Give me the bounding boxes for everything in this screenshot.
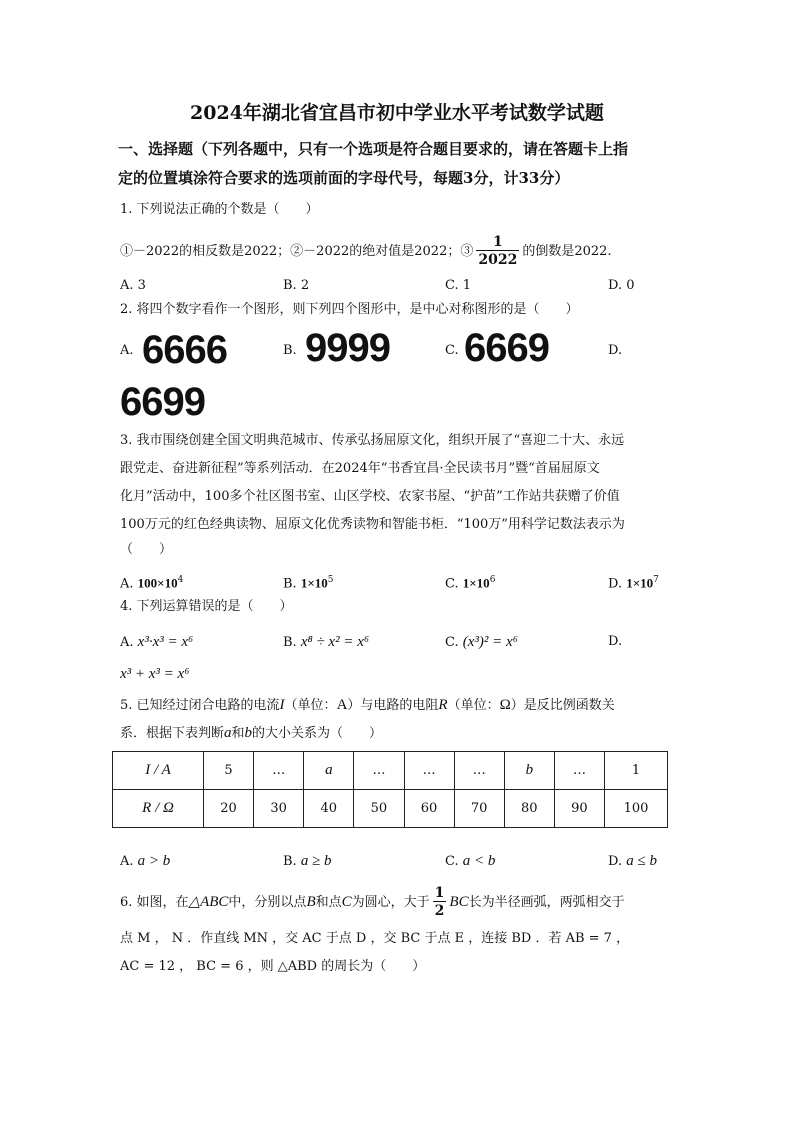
q3-line-3: 化月”活动中，100多个社区图书室、山区学校、农家书屋、“护苗”工作站共获赠了价值 xyxy=(120,489,620,504)
q3-option-d[interactable] xyxy=(608,570,659,594)
q6-point-b: B xyxy=(306,894,316,910)
q5-data-table xyxy=(112,751,668,828)
table-cell: I / A xyxy=(113,752,204,790)
q5-line-1-c: ）与电路的电阻 xyxy=(347,698,439,713)
q3-option-d-base: 1×10 xyxy=(626,575,654,591)
q5-option-c[interactable] xyxy=(445,851,495,872)
q2-option-a-label[interactable]: A. xyxy=(120,343,134,358)
q6-line-3: AC = 12 ， BC = 6 ，则 △ABD 的周长为（ ） xyxy=(120,959,426,974)
q5-option-a[interactable] xyxy=(120,851,170,872)
q6-half-fraction xyxy=(433,885,447,920)
q3-option-a-base: 100×10 xyxy=(137,575,178,591)
q3-option-c-base: 1×10 xyxy=(462,575,490,591)
q5-line-1-b: （单位： xyxy=(284,698,337,713)
table-row xyxy=(113,752,668,790)
q4-option-c-expr: (x³)² = x⁶ xyxy=(462,634,518,650)
table-cell: 60 xyxy=(404,790,454,828)
q6-line-1-e: 长为半径画弧，两弧相交于 xyxy=(468,895,625,910)
table-cell: 5 xyxy=(204,752,254,790)
q5-option-d[interactable] xyxy=(608,851,657,872)
q6-half-denominator: 2 xyxy=(434,903,445,919)
table-row xyxy=(113,790,668,828)
q3-option-c-exponent: 6 xyxy=(489,575,496,585)
q3-option-d-exponent: 7 xyxy=(653,575,659,585)
table-cell: … xyxy=(454,752,504,790)
q1-statements-part-a: ①－2022的相反数是2022；②－2022的绝对值是2022；③ xyxy=(120,244,474,259)
q3-option-b-label: B. xyxy=(283,576,297,592)
q3-option-b-base: 1×10 xyxy=(300,575,328,591)
q3-option-c-label: C. xyxy=(445,576,459,592)
table-cell: 40 xyxy=(304,790,354,828)
q4-option-a[interactable] xyxy=(120,632,193,653)
q6-line-1-c: 和点 xyxy=(315,895,342,910)
table-cell: 70 xyxy=(454,790,504,828)
q5-line-2-c: 的大小关系为（ ） xyxy=(252,726,383,741)
q5-unit-ampere: A xyxy=(336,697,348,713)
q6-line-1-b: 中，分别以点 xyxy=(228,895,307,910)
section-heading-line-2: 定的位置填涂符合要求的选项前面的字母代号，每题3分，计33分） xyxy=(118,169,570,187)
table-cell: 50 xyxy=(354,790,404,828)
q5-var-b: b xyxy=(244,725,253,741)
q2-option-b-label[interactable]: B. xyxy=(283,343,297,358)
q1-stem: 1. 下列说法正确的个数是（ ） xyxy=(120,202,319,217)
q3-option-c[interactable] xyxy=(445,570,495,594)
q5-line-1-e: ）是反比例函数关 xyxy=(510,698,615,713)
q1-statements-part-b: 的倒数是2022. xyxy=(522,244,612,259)
q6-triangle-abc: △ABC xyxy=(188,894,229,910)
q5-unit-ohm: Ω xyxy=(499,697,511,713)
q4-option-b-expr: x⁸ ÷ x² = x⁶ xyxy=(300,634,370,650)
q2-stem: 2. 将四个数字看作一个图形，则下列四个图形中，是中心对称图形的是（ ） xyxy=(120,302,579,317)
q1-option-a[interactable]: A. 3 xyxy=(120,278,146,293)
q1-statements xyxy=(120,232,612,272)
q4-option-a-label: A. xyxy=(120,635,134,650)
q5-option-b[interactable] xyxy=(283,851,332,872)
page-title: 2024年湖北省宜昌市初中学业水平考试数学试题 xyxy=(190,102,604,124)
q5-line-1 xyxy=(120,696,615,715)
q4-option-c-label: C. xyxy=(445,635,459,650)
q1-fraction xyxy=(476,234,519,269)
q5-line-2 xyxy=(120,724,382,743)
q2-option-c-figure[interactable]: 6669 xyxy=(464,326,549,370)
table-cell: 80 xyxy=(504,790,554,828)
q5-option-a-expr: a > b xyxy=(137,853,171,869)
table-cell: a xyxy=(304,752,354,790)
q5-option-a-label: A. xyxy=(120,854,134,869)
q1-fraction-numerator: 1 xyxy=(476,234,519,251)
q4-option-d-label[interactable]: D. xyxy=(608,634,623,649)
q5-option-d-expr: a ≤ b xyxy=(626,853,657,869)
q2-option-a-figure[interactable]: 6666 xyxy=(142,328,227,372)
table-cell: 1 xyxy=(605,752,668,790)
q6-line-1 xyxy=(120,883,625,922)
q5-var-r: R xyxy=(438,697,448,713)
q6-line-1-d: 为圆心，大于 xyxy=(351,895,430,910)
q6-segment-bc: BC xyxy=(449,894,469,910)
q5-option-c-expr: a < b xyxy=(462,853,496,869)
q6-half-numerator: 1 xyxy=(434,885,445,901)
q1-option-c[interactable]: C. 1 xyxy=(445,278,472,293)
q5-option-b-expr: a ≥ b xyxy=(300,853,332,869)
q2-option-b-figure[interactable]: 9999 xyxy=(305,326,390,370)
q3-line-4: 100万元的红色经典读物、屈原文化优秀读物和智能书柜．“100万”用科学记数法表示为 xyxy=(120,517,625,532)
q5-line-1-a: 5. 已知经过闭合电路的电流 xyxy=(120,698,280,713)
q6-line-1-a: 6. 如图，在 xyxy=(120,895,189,910)
q5-var-a: a xyxy=(224,725,232,741)
table-cell: b xyxy=(504,752,554,790)
q3-option-a-exponent: 4 xyxy=(177,575,184,585)
table-cell: … xyxy=(254,752,304,790)
q3-line-2: 跟党走、奋进新征程”等系列活动．在2024年“书香宜昌·全民读书月”暨“首届屈原文 xyxy=(120,461,600,476)
q4-option-d-expr[interactable]: x³ + x³ = x⁶ xyxy=(120,666,190,682)
q5-line-1-d: （单位： xyxy=(447,698,500,713)
q4-option-a-expr: x³·x³ = x⁶ xyxy=(137,634,194,650)
q2-option-d-label[interactable]: D. xyxy=(608,343,623,358)
q6-point-c: C xyxy=(341,894,352,910)
q4-stem: 4. 下列运算错误的是（ ） xyxy=(120,599,293,614)
q1-option-d[interactable]: D. 0 xyxy=(608,278,635,293)
q3-option-b[interactable] xyxy=(283,570,333,594)
q4-option-b[interactable] xyxy=(283,632,369,653)
q1-fraction-denominator: 2022 xyxy=(478,252,518,268)
q5-var-i: I xyxy=(279,697,285,713)
q4-option-c[interactable] xyxy=(445,632,518,653)
q4-option-b-label: B. xyxy=(283,635,297,650)
q3-option-d-label: D. xyxy=(608,576,623,592)
table-cell: 90 xyxy=(554,790,604,828)
q3-line-5: （ ） xyxy=(120,542,173,557)
table-cell: … xyxy=(554,752,604,790)
q5-option-b-label: B. xyxy=(283,854,297,869)
q1-option-b[interactable]: B. 2 xyxy=(283,278,310,293)
q2-option-d-figure[interactable]: 6699 xyxy=(120,380,205,424)
q3-option-b-exponent: 5 xyxy=(327,575,334,585)
section-heading-line-1: 一、选择题（下列各题中，只有一个选项是符合题目要求的，请在答题卡上指 xyxy=(118,140,629,158)
q3-line-1: 3. 我市围绕创建全国文明典范城市、传承弘扬屈原文化，组织开展了“喜迎二十大、永远 xyxy=(120,433,625,448)
table-cell: 100 xyxy=(605,790,668,828)
q5-option-c-label: C. xyxy=(445,854,459,869)
q3-option-a[interactable] xyxy=(120,570,183,594)
table-cell: 30 xyxy=(254,790,304,828)
table-cell: … xyxy=(404,752,454,790)
table-cell: 20 xyxy=(204,790,254,828)
q5-option-d-label: D. xyxy=(608,854,623,869)
q5-line-2-a: 系．根据下表判断 xyxy=(120,726,225,741)
q2-option-c-label[interactable]: C. xyxy=(445,343,459,358)
table-cell: … xyxy=(354,752,404,790)
table-cell: R / Ω xyxy=(113,790,204,828)
q6-line-2: 点 M ， N ．作直线 MN ，交 AC 于点 D ，交 BC 于点 E ，连接 BD ．若 AB = 7 ， xyxy=(120,931,630,946)
q5-line-2-b: 和 xyxy=(231,726,245,741)
q3-option-a-label: A. xyxy=(120,576,134,592)
